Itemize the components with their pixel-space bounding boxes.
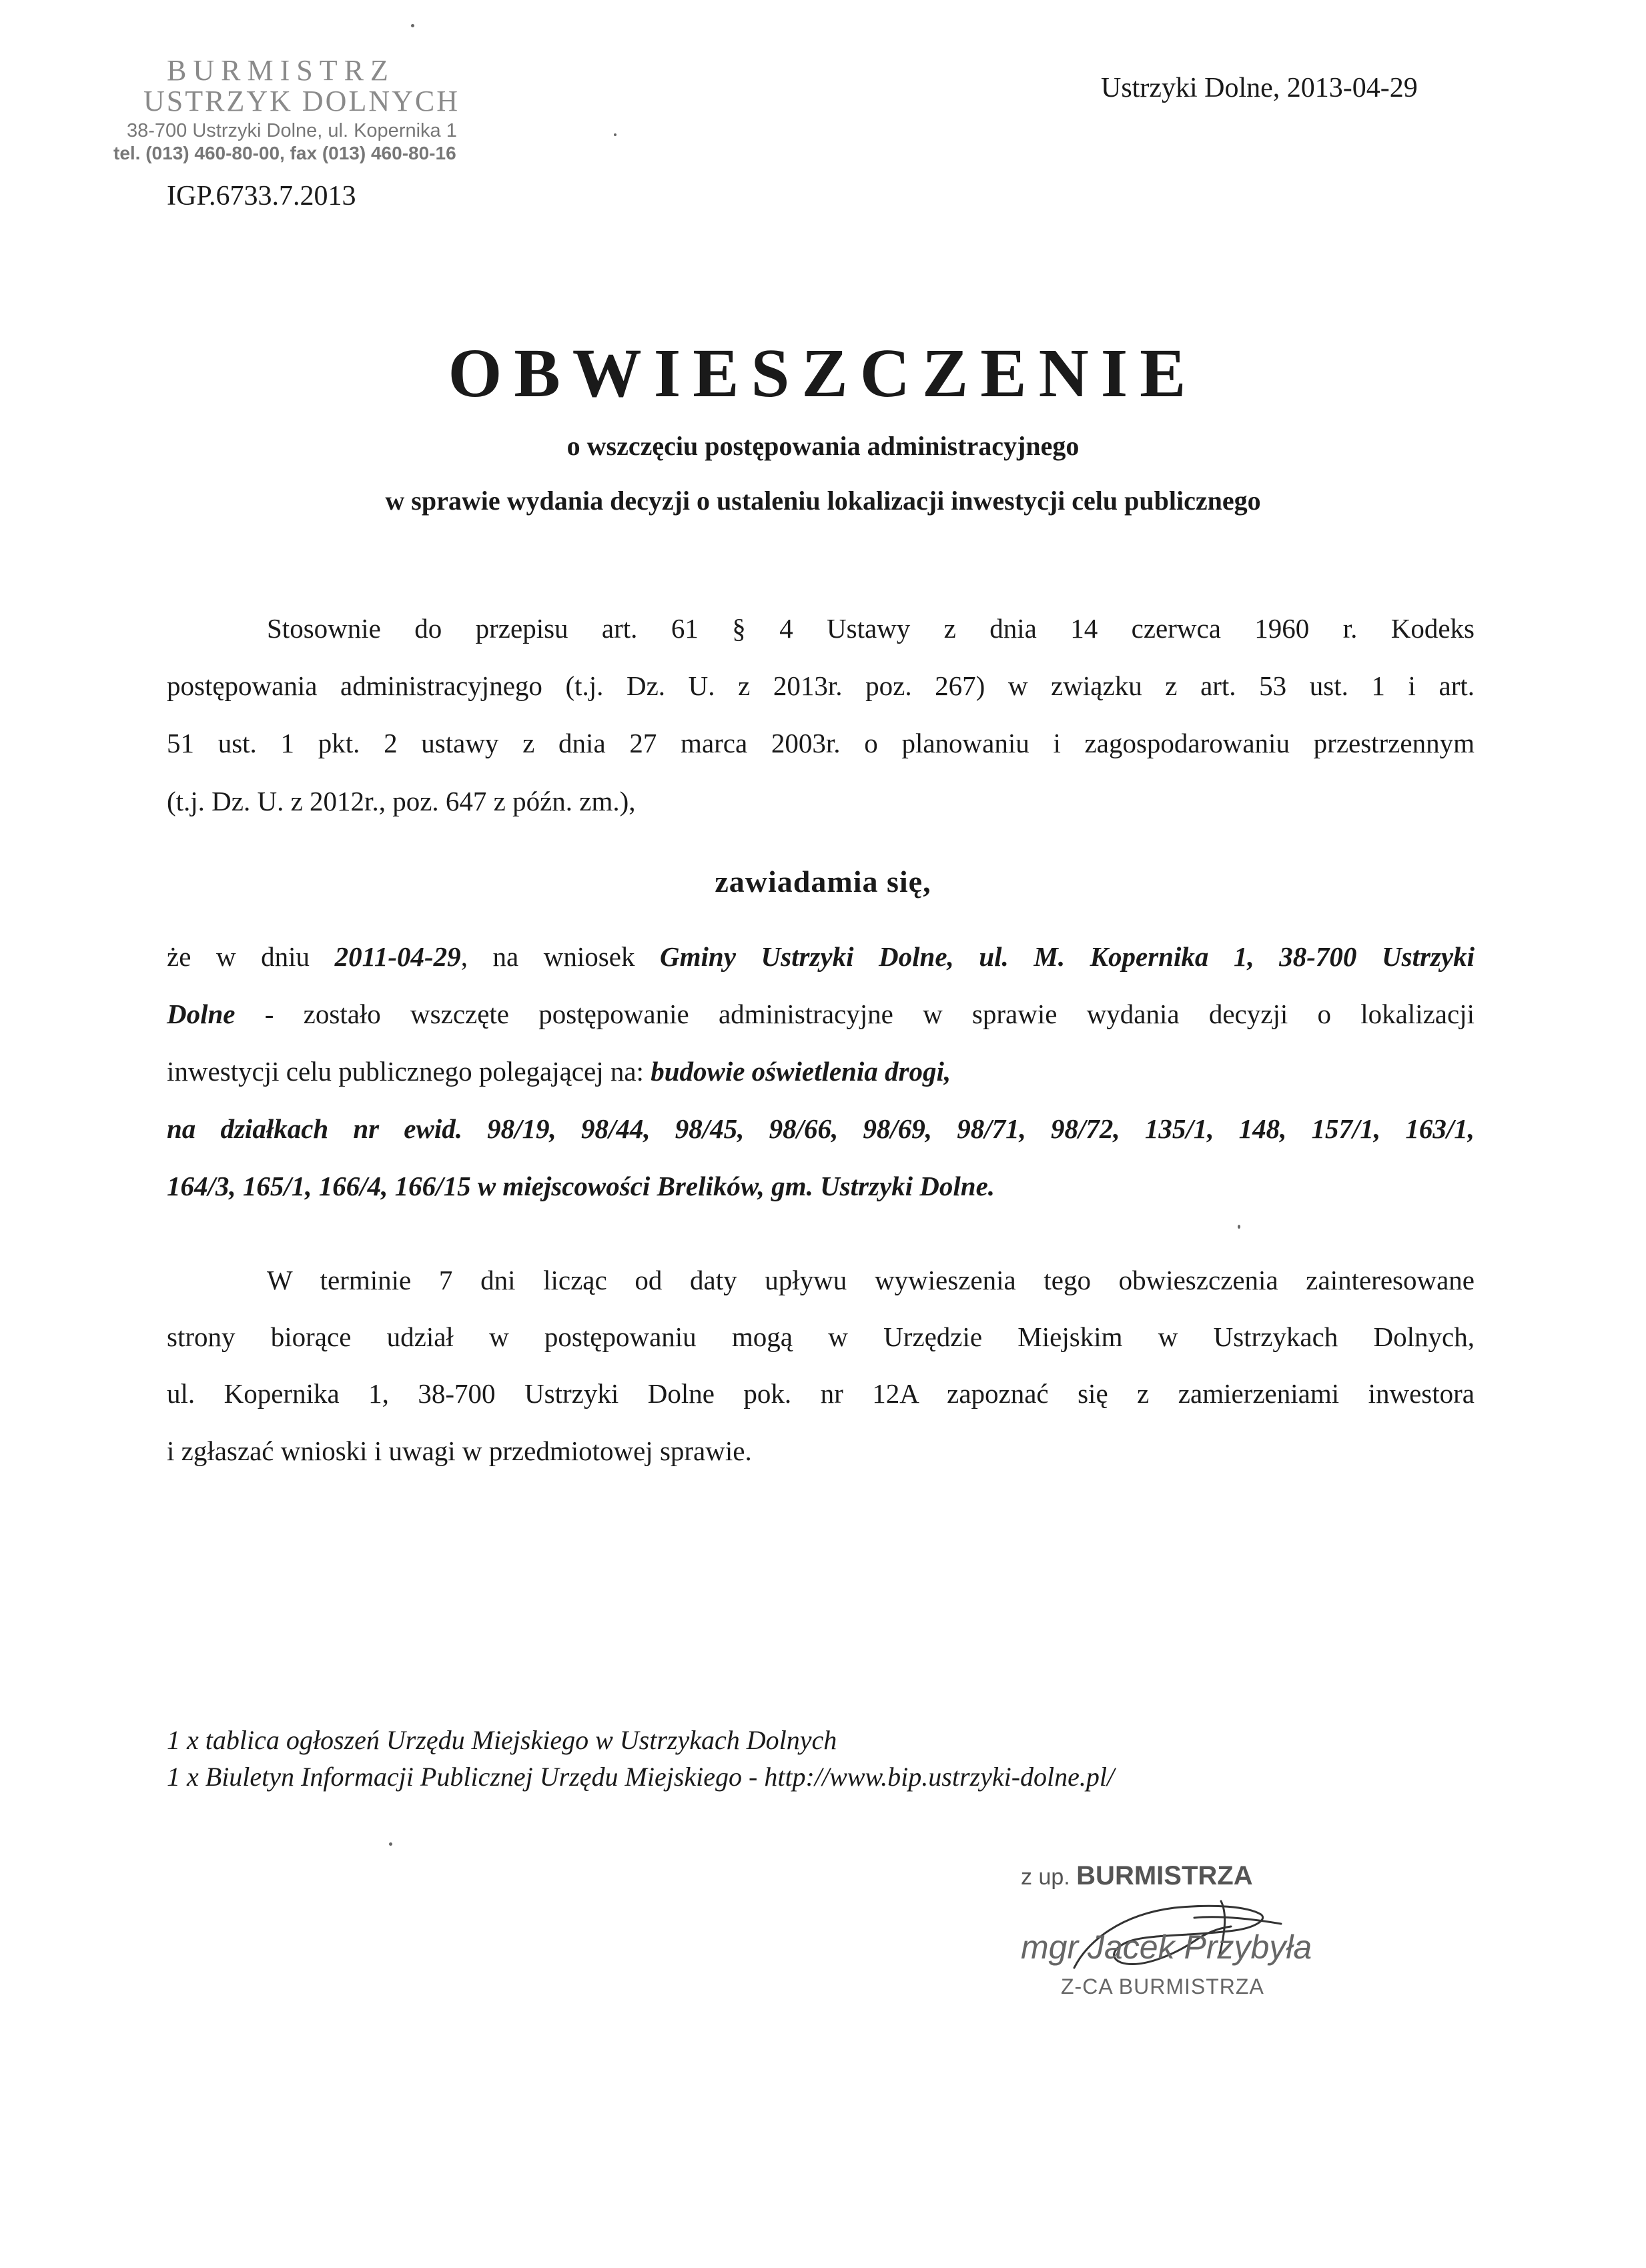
signature-block — [1021, 1854, 1341, 2008]
para2-line2-text: - zostało wszczęte postępowanie administracyjne w sprawie wydania decyzji o lokalizacji — [235, 999, 1475, 1029]
scan-speck — [614, 133, 616, 136]
parcels-line2: 164/3, 165/1, 166/4, 166/15 w miejscowości Brelików, gm. Ustrzyki Dolne. — [167, 1171, 995, 1201]
para2-line2 — [167, 998, 1475, 1030]
signature-zup: z up. — [1021, 1864, 1070, 1890]
para3-line3: ul. Kopernika 1, 38-700 Ustrzyki Dolne pok. nr 12A zapoznać się z zamierzeniami inwestora — [167, 1378, 1475, 1409]
para1-line3: 51 ust. 1 pkt. 2 ustawy z dnia 27 marca 2003r. o planowaniu i zagospodarowaniu przestrzennym — [167, 728, 1475, 758]
para1-line1: Stosownie do przepisu art. 61 § 4 Ustawy z dnia 14 czerwca 1960 r. Kodeks — [267, 613, 1475, 644]
stamp-title: BURMISTRZ — [167, 54, 395, 87]
scan-speck — [411, 24, 414, 27]
signature-authorization — [1021, 1861, 1253, 1891]
investment-subject: budowie oświetlenia drogi, — [651, 1056, 951, 1087]
para2-intro: że w dniu — [167, 941, 335, 972]
parcels-line1: na działkach nr ewid. 98/19, 98/44, 98/45, 98/66, 98/69, 98/71, 98/72, 135/1, 148, 157/1, 163/1, — [167, 1113, 1475, 1144]
para3-line4: i zgłaszać wnioski i uwagi w przedmiotowej sprawie. — [167, 1436, 752, 1466]
signatory-role: Z-CA BURMISTRZA — [1061, 1974, 1264, 1999]
distribution-line2: 1 x Biuletyn Informacji Publicznej Urzędu Miejskiego - http://www.bip.ustrzyki-dolne.pl/ — [167, 1762, 1115, 1792]
para1-line4: (t.j. Dz. U. z 2012r., poz. 647 z późn. zm.), — [167, 786, 636, 816]
document-title: OBWIESZCZENIE — [448, 335, 1198, 412]
document-subtitle-1: o wszczęciu postępowania administracyjnego — [566, 431, 1080, 461]
para2-line1 — [167, 941, 1475, 973]
applicant-name: Gminy Ustrzyki Dolne, ul. M. Kopernika 1, 38-700 Ustrzyki — [660, 941, 1475, 972]
reference-number: IGP.6733.7.2013 — [167, 181, 356, 211]
signature-authority: BURMISTRZA — [1076, 1861, 1253, 1890]
stamp-address: 38-700 Ustrzyki Dolne, ul. Kopernika 1 — [127, 120, 457, 141]
place-date: Ustrzyki Dolne, 2013-04-29 — [1101, 73, 1418, 103]
para2-request: , na wniosek — [460, 941, 661, 972]
para2-line3 — [167, 1055, 951, 1087]
document-subtitle-2: w sprawie wydania decyzji o ustaleniu lokalizacji inwestycji celu publicznego — [385, 486, 1261, 516]
para1-line2: postępowania administracyjnego (t.j. Dz. U. z 2013r. poz. 267) w związku z art. 53 ust. 1 i art. — [167, 670, 1475, 701]
distribution-line1: 1 x tablica ogłoszeń Urzędu Miejskiego w Ustrzykach Dolnych — [167, 1725, 837, 1755]
applicant-name-cont: Dolne — [167, 999, 236, 1029]
signatory-name: mgr Jacek Przybyła — [1021, 1928, 1312, 1966]
scan-speck — [389, 1842, 392, 1846]
stamp-phone: tel. (013) 460-80-00, fax (013) 460-80-16 — [113, 143, 456, 163]
stamp-subtitle: USTRZYK DOLNYCH — [143, 85, 460, 117]
para2-line3-text: inwestycji celu publicznego polegającej na: — [167, 1056, 651, 1087]
scan-speck — [1238, 1225, 1240, 1229]
initiation-date: 2011-04-29 — [334, 941, 461, 972]
para3-line2: strony biorące udział w postępowaniu mogą w Urzędzie Miejskim w Ustrzykach Dolnych, — [167, 1321, 1475, 1352]
para3-line1: W terminie 7 dni licząc od daty upływu wywieszenia tego obwieszczenia zainteresowane — [267, 1265, 1475, 1295]
announcement: zawiadamia się, — [715, 865, 931, 899]
